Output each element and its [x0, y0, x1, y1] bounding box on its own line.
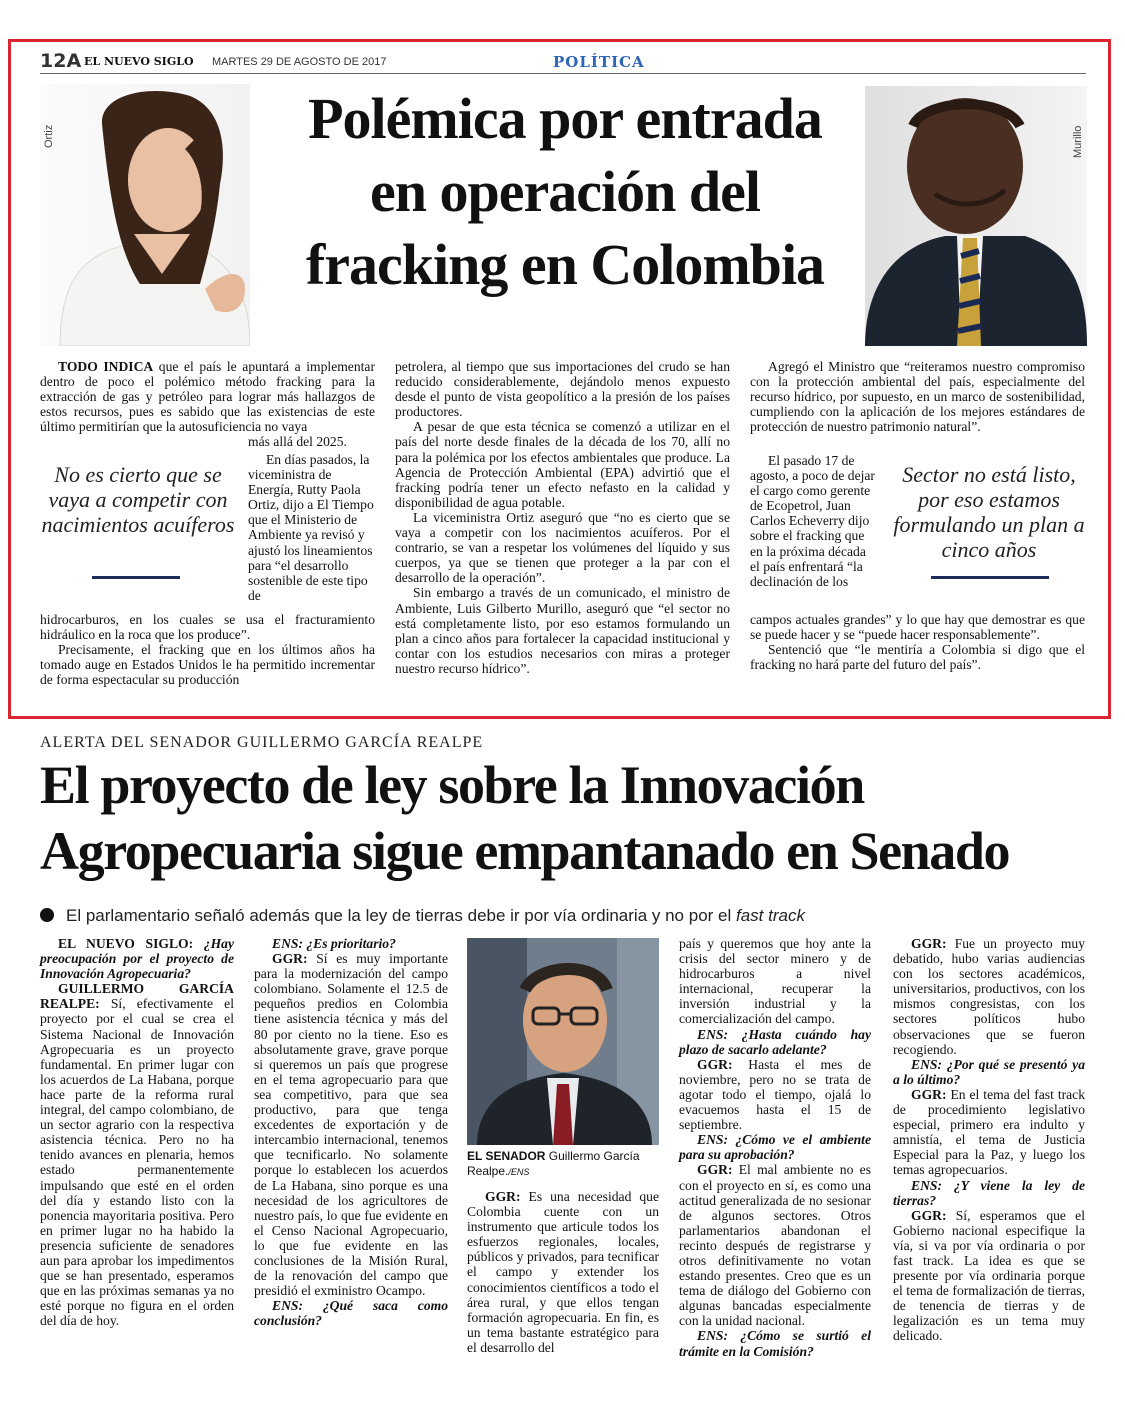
- pull-quote-rule: [931, 576, 1049, 579]
- story1-column-3-mid: [750, 453, 877, 589]
- interview-question: ENS: ¿Es prioritario?: [272, 936, 396, 951]
- speaker: GGR:: [485, 1189, 529, 1204]
- interview-column-3: [467, 1189, 659, 1355]
- photo-ortiz: [40, 84, 250, 346]
- headline-fracking: [270, 82, 860, 301]
- story1-paragraph: Sentenció que “le mentiría a Colombia si digo que el fracking no hará parte del futuro del país”.: [750, 642, 1085, 673]
- story2-kicker: ALERTA DEL SENADOR GUILLERMO GARCÍA REALPE: [40, 734, 484, 751]
- interview-answer: [893, 1087, 1085, 1178]
- story1-paragraph: Precisamente, el fracking que en los últimos años ha tomado auge en Estados Unidos le ha permitido incrementar de forma espectacular su producción: [40, 642, 375, 688]
- interview-answer: [679, 1162, 871, 1328]
- story1-paragraph: En días pasados, la viceministra de Energía, Rutty Paola Ortiz, dijo a El Tiempo que el Ministerio de Ambiente ya revisó y ajustó los lineamientos para “el desarrollo sostenible de este tipo de: [248, 452, 374, 603]
- speaker: GGR:: [911, 1086, 951, 1102]
- answer-text: En el tema del fast track de procedimiento legislativo especial, primero era indulto y amnistía, el tema de Justicia Especial para la Paz, y luego los temas agropecuarios.: [893, 1086, 1085, 1178]
- headline-line: en operación del: [370, 159, 760, 224]
- story1-column-2: [395, 359, 730, 676]
- lead-in: TODO INDICA: [58, 359, 154, 374]
- speaker: GGR:: [911, 1207, 956, 1223]
- story1-paragraph: A pesar de que esta técnica se comenzó a utilizar en el país del norte desde finales de la década de los 70, allí no para la polémica por los efectos ambientales que produce. La Agencia de Protección Ambiental (EPA) advirtió que el fracking podría tener un efecto nefasto en la calidad y disponibilidad de agua potable.: [395, 419, 730, 510]
- story1-paragraph: [40, 359, 375, 434]
- photo-murillo-figure: [865, 86, 1087, 346]
- interview-question: ENS: ¿Cómo ve el ambiente para su aprobación?: [679, 1132, 871, 1163]
- photo-senator: [467, 938, 659, 1145]
- answer-text: Hasta el mes de noviembre, pero no se trata de agotar todo el tiempo, ojalá lo evacuemos hasta el 15 de septiembre.: [679, 1056, 872, 1133]
- story1-column-1-top: [40, 359, 375, 434]
- interview-question: ENS: ¿Cómo se surtió el trámite en la Comisión?: [679, 1328, 871, 1359]
- page-number: 12A: [40, 50, 82, 72]
- paragraph-text: que el país le apuntará a implementar dentro de poco el polémico método fracking para la extracción de gas y petróleo para lograr más hallazgos de estos recursos, pues es sabido que las existencias de este último permitirían que la autosuficiencia no vaya: [40, 359, 375, 435]
- story1-paragraph: La viceministra Ortiz aseguró que “no es cierto que se vaya a competir con los nacimientos acuíferos. Por el contrario, se van a respetar los volúmenes del líquido y sus cuerpos, ya que se tienen que proteger a la par con el desarrollo de la operación”.: [395, 509, 730, 586]
- headline-innovacion: [40, 752, 1090, 884]
- photo-caption: [467, 1149, 659, 1180]
- photo-murillo: [865, 86, 1087, 346]
- interview-answer: país y queremos que hoy ante la crisis del sector minero y de hidrocarburos a nivel internacional, recuperar la inversión industrial y la comercialización del campo.: [679, 936, 871, 1027]
- interview-question: ENS: ¿Hasta cuándo hay plazo de sacarlo adelante?: [679, 1026, 871, 1057]
- pull-quote-rule: [92, 576, 180, 579]
- speaker: GUILLERMO GARCÍA REALPE:: [40, 981, 234, 1012]
- interview-column-4: [679, 936, 871, 1359]
- story1-column-1-mid: [248, 452, 375, 603]
- story1-column-3-bottom: [750, 612, 1085, 672]
- photo-credit-ortiz: Ortiz: [43, 124, 55, 148]
- deck-text: El parlamentario señaló además que la ley de tierras debe ir por vía ordinaria y no por el: [66, 906, 732, 925]
- caption-text: Guillermo García Realpe.: [467, 1149, 640, 1178]
- caption-lead: EL SENADOR: [467, 1149, 546, 1163]
- story1-paragraph: Sin embargo a través de un comunicado, el ministro de Ambiente, Luis Gilberto Murillo, aseguró que “el sector no está completamente listo, por eso estamos formulando un plan a cinco años para fortalecer la capacidad institucional y contar con los estudios necesarios con miras a proteger nuestro recurso hídrico”.: [395, 585, 730, 676]
- pull-quote-left: No es cierto que se vaya a competir con nacimientos acuíferos: [41, 462, 235, 537]
- answer-text: El mal ambiente no es con el proyecto en sí, es como una actitud generalizada de no sesionar de algunos sectores. Otros parlamentarios abandonan el recinto después de registrarse y otros definitivamente no votan estando presentes. Creo que es un tema de diálogo del Gobierno con algunas bancadas especialmente con la unidad nacional.: [679, 1162, 871, 1329]
- interview-answer: [893, 1208, 1085, 1344]
- page-folio: [40, 50, 1086, 74]
- story1-paragraph: hidrocarburos, en los cuales se usa el fracturamiento hidráulico en la roca que los produce”.: [40, 612, 375, 643]
- interview-question: ENS: ¿Y viene la ley de tierras?: [893, 1177, 1085, 1208]
- pull-quote-right: Sector no está listo, por eso estamos formulando un plan a cinco años: [893, 462, 1085, 562]
- answer-text: Fue un proyecto muy debatido, hubo varias audiencias con los sectores académicos, universitarios, productivos, con los mismos congresistas, con los sectores políticos hubo observaciones que se fueron recogiendo.: [893, 936, 1086, 1057]
- photo-senator-figure: [467, 938, 659, 1145]
- answer-text: Sí, efectivamente el proyecto por el cual se crea el Sistema Nacional de Innovación Agropecuaria es un proyecto fundamental. En primer lugar con los acuerdos de La Habana, porque hace parte de la reforma rural integral, del campo colombiano, de un sector agrario con la respectiva asistencia técnica. Pero no ha tenido avances en plenaria, hemos estado permanentemente impulsando que esté en el orden del día y estando listo con la ponencia mayoritaria positiva. Pero en primer lugar no ha habido la presencia suficiente de senadores aun para aprobar los impedimentos que se han presentado, esperamos que en las próximas semanas ya no esté porque no figura en el orden del día de hoy.: [40, 996, 234, 1329]
- interview-question: [40, 936, 234, 981]
- headline-line: fracking en Colombia: [305, 232, 825, 297]
- headline-line: El proyecto de ley sobre la Innovación: [40, 755, 864, 815]
- bullet-icon: [40, 908, 54, 922]
- story1-paragraph: campos actuales grandes” y lo que hay que demostrar es que se puede hacer y se “puede hacer responsablemente”.: [750, 612, 1085, 643]
- question-text: ¿Hay preocupación por el proyecto de Innovación Agropecuaria?: [40, 936, 234, 982]
- newspaper-name: EL NUEVO SIGLO: [84, 55, 194, 68]
- section-label: POLÍTICA: [553, 53, 645, 71]
- answer-text: Sí, esperamos que el Gobierno nacional especifique la vía, si va por vía ordinaria o por fast track. La idea es que se presente por vía ordinaria porque el tema de formalización de tierras, de tenencia de tierras y de legalización es un tema muy delicado.: [893, 1207, 1085, 1344]
- story1-paragraph: El pasado 17 de agosto, a poco de dejar el cargo como gerente de Ecopetrol, Juan Carlos Echeverry dijo sobre el fracking que en la próxima década el país enfrentará “la declinación de los: [750, 453, 875, 589]
- photo-credit-murillo: Murillo: [1072, 125, 1084, 158]
- deck-italic: fast track: [736, 906, 805, 925]
- story1-paragraph: Agregó el Ministro que “reiteramos nuestro compromiso con la protección ambiental del país, especialmente del recurso hídrico, por supuesto, en un marco de sostenibilidad, cumpliendo con la aplicación de los mejores estándares de protección de nuestro patrimonio natural”.: [750, 359, 1085, 435]
- story1-paragraph: más allá del 2025.: [248, 434, 347, 449]
- interview-answer: [679, 1057, 871, 1132]
- caption-credit: /ENS: [508, 1167, 530, 1177]
- story1-column-1-bottom: [40, 612, 375, 687]
- interview-answer: [254, 951, 448, 1298]
- answer-text: Es una necesidad que Colombia cuente con un instrumento que articule todos los esfuerzos regionales, locales, públicos y privados, para tecnificar el campo y extender los conocimientos científicos a todo el área rural, y que ellos tengan formación agropecuaria. En fin, es un tema bastante estratégico para el desarrollo del: [467, 1189, 660, 1355]
- interview-column-2: [254, 936, 448, 1328]
- headline-line: Agropecuaria sigue empantanado en Senado: [40, 821, 1010, 881]
- interview-question: ENS: ¿Qué saca como conclusión?: [254, 1298, 448, 1329]
- speaker: GGR:: [911, 936, 955, 951]
- interview-answer: [893, 936, 1085, 1057]
- interview-question: ENS: ¿Por qué se presentó ya a lo último?: [893, 1056, 1085, 1087]
- photo-ortiz-figure: [40, 84, 250, 346]
- story1-column-3-top: [750, 359, 1085, 434]
- interview-column-1: [40, 936, 234, 1328]
- interview-answer: [467, 1189, 659, 1355]
- speaker: GGR:: [697, 1162, 739, 1178]
- headline-line: Polémica por entrada: [308, 86, 822, 151]
- answer-text: Sí es muy importante para la modernización del campo colombiano. Solamente el 12.5 de pequeños predios en Colombia tiene asistencia técnica y más del 80 por ciento no la tiene. Eso es absolutamente grave, grave porque si queremos un país que progrese en el tema agropecuario para que sea competitivo, para que sea productivo, para que tenga excedentes de exportación y de intercambio internacional, tenemos que tecnificarlo. No solamente porque lo establecen los acuerdos de La Habana, sino porque es una necesidad de los agricultores de nuestro país, lo que fue evidente en el Censo Nacional Agropecuario, lo que fue evidente en las conclusiones de la Misión Rural, de la renovación del campo que presidió el exministro Ocampo.: [254, 951, 448, 1299]
- speaker: EL NUEVO SIGLO:: [58, 936, 204, 951]
- interview-answer: [40, 981, 234, 1328]
- story1-paragraph: petrolera, al tiempo que sus importaciones del crudo se han reducido considerablemente, dejándolo menos expuesto desde el punto de vista geopolítico a la presión de los países productores.: [395, 359, 730, 420]
- story1-column-1-end-line: [248, 434, 375, 449]
- speaker: GGR:: [272, 951, 317, 967]
- story2-deck: [40, 906, 805, 926]
- issue-date: MARTES 29 DE AGOSTO DE 2017: [212, 56, 387, 68]
- interview-column-5: [893, 936, 1085, 1344]
- speaker: GGR:: [697, 1056, 749, 1072]
